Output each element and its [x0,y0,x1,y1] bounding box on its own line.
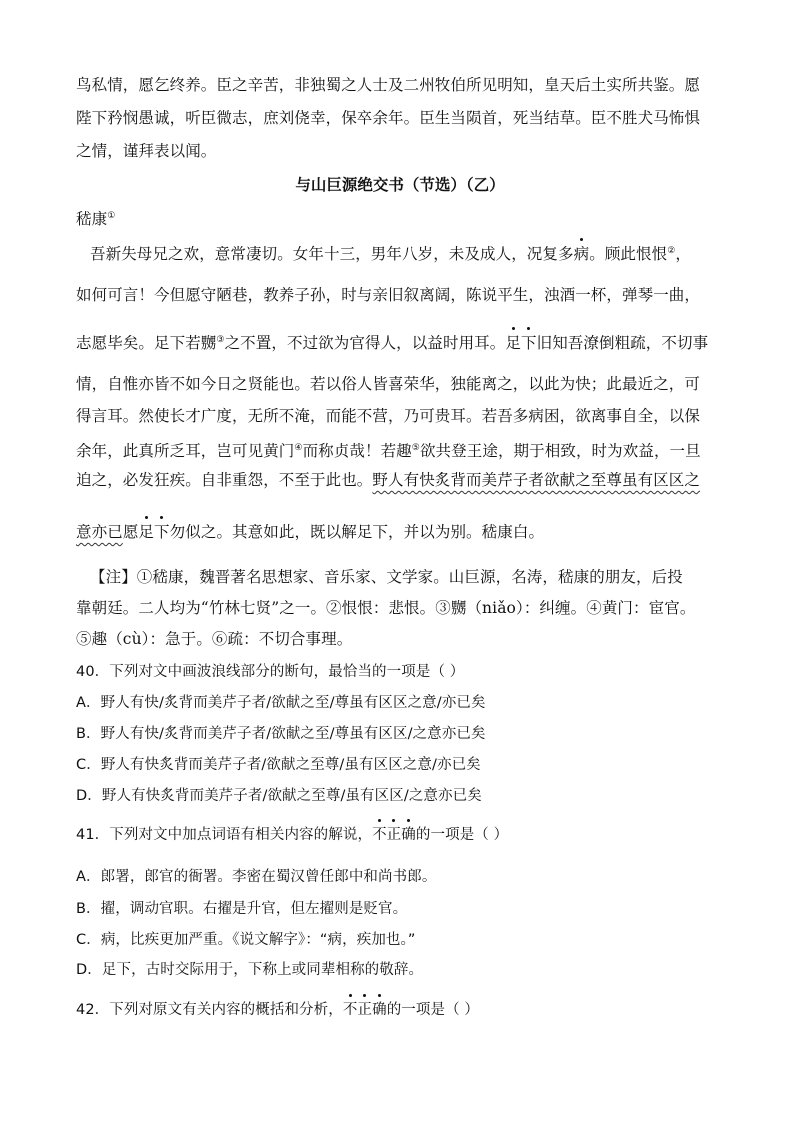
text-line: 得言耳。然使长才广度，无所不淹，而能不营，乃可贵耳。若吾多病困，欲离事自全，以保 [76,407,701,425]
text-line: 情，自惟亦皆不如今日之贤能也。若以俗人皆喜荣华，独能离之，以此为快；此最近之，可 [76,375,701,393]
question-40-option-d: D．野人有快炙背而美芹子者/欲献之至尊/虽有区区/之意亦已矣 [76,788,482,804]
author-name: 嵇康 [76,210,108,229]
text-run: 余年，此真所乏耳，岂可见黄门 [76,442,295,461]
footnote-mark: ② [667,246,676,256]
dotted-char: 不 [343,999,358,1021]
text-run: 旧知吾潦倒粗疏，不切事 [536,334,709,353]
dotted-word [138,523,169,541]
text-run: 41．下列对文中加点词语有相关内容的解说， [76,827,373,843]
text-run: 志愿毕矣。足下若嬲 [76,334,217,353]
question-40-option-b: B．野人有快/炙背而美芹子者/欲献之至/尊虽有区区/之意亦已矣 [76,726,486,742]
question-41-option-c: C．病，比疾更加严重。《说文解字》：“病，疾加也。” [76,932,416,948]
dotted-char: 确 [372,999,387,1021]
dotted-char: 正 [357,999,372,1021]
text-run: 愿 [122,523,139,541]
question-41-option-d: D．足下，古时交际用于，下称上或同辈相称的敬辞。 [76,962,424,978]
text-line [76,437,736,462]
footnote-mark: ③ [216,335,225,345]
footnote-mark: ④ [294,443,303,453]
dotted-char: 正 [387,824,402,846]
section-title: 与山巨源绝交书（节选）（乙） [295,176,505,194]
question-41-option-a: A．郎署，郎官的衙署。李密在蜀汉曾任郎中和尚书郎。 [76,869,437,885]
question-41-option-b: B．擢，调动官职。右擢是升官，但左擢则是贬官。 [76,901,408,917]
text-line: 鸟私情，愿乞终养。臣之辛苦，非独蜀之人士及二州牧伯所见明知，皇天后土实所共鉴。愿 [76,76,701,94]
text-line [76,469,736,491]
dotted-char: 不 [372,824,387,846]
text-run: 的一项是（ ） [386,1002,479,1018]
text-run: 勿似之。其意如此，既以解足下，并以为别。嵇康白。 [169,523,545,541]
author-line [76,205,736,230]
text-line: 如何可言！今但愿守陋巷，教养子孙，时与亲旧叙离阔，陈说平生，浊酒一杯，弹琴一曲， [76,286,701,304]
dotted-word [343,1002,387,1018]
emphasized-word [372,827,416,843]
dotted-char: 下 [521,334,537,353]
text-run: 吾新失母兄之欢，意常凄切。女年十三，男年八岁，未及成人，况复多 [90,245,574,264]
dotted-word: 病 [573,245,590,264]
text-run: 而称贞哉！若趣 [302,442,412,461]
footnote-mark: ⑤ [411,443,420,453]
text-line [76,521,736,543]
dotted-word [505,334,536,352]
text-run: 的一项是（ ） [415,827,509,843]
dotted-char: 足 [505,334,521,353]
footnote-mark: ① [107,211,116,221]
text-run: 迫之，必发狂疾。自非重怨，不至于此也。 [76,471,373,489]
dotted-char: 确 [401,824,416,846]
question-42-stem [76,999,736,1021]
note-line: ⑤趣（cù）：急于。⑥疏：不切合事理。 [76,630,353,648]
wavy-underlined-text: 意亦已 [76,523,123,541]
dotted-char: 下 [154,523,170,541]
text-run: 之不置，不过欲为官得人，以益时用耳。 [224,334,506,353]
note-line: 靠朝廷。二人均为“竹林七贤”之一。②恨恨：悲恨。③嬲（niǎo）：纠缠。④黄门：宦官。 [76,599,696,617]
question-40-stem: 40．下列对文中画波浪线部分的断句，最恰当的一项是（ ） [76,664,465,680]
text-line: 吾新失母兄之欢，意常凄切。女年十三，男年八岁，未及成人，况复多病。顾此恨恨②， [90,245,692,264]
text-run: 欲共登王途，期于相致，时为欢益，一旦 [419,442,701,461]
text-line [76,329,736,354]
text-run: 。顾此恨恨 [589,245,668,264]
wavy-underlined-text: 野人有快炙背而美芹子者欲献之至尊虽有区区之 [372,471,701,489]
text-line: 之情，谨拜表以闻。 [76,142,217,160]
question-41-stem [76,824,736,846]
dotted-word [372,827,416,843]
text-line: 陛下矜悯愚诚，听臣微志，庶刘侥幸，保卒余年。臣生当陨首，死当结草。臣不胜犬马怖惧 [76,109,701,127]
question-40-option-a: A．野人有快/炙背而美芹子者/欲献之至/尊虽有区区之意/亦已矣 [76,695,486,711]
text-run: 42．下列对原文有关内容的概括和分析， [76,1002,343,1018]
note-line: 【注】①嵇康，魏晋著名思想家、音乐家、文学家。山巨源，名涛，嵇康的朋友，后投 [90,568,683,586]
dotted-char: 足 [138,523,155,541]
question-40-option-c: C．野人有快炙背而美芹子者/欲献之至尊/虽有区区之意/亦已矣 [76,757,481,773]
